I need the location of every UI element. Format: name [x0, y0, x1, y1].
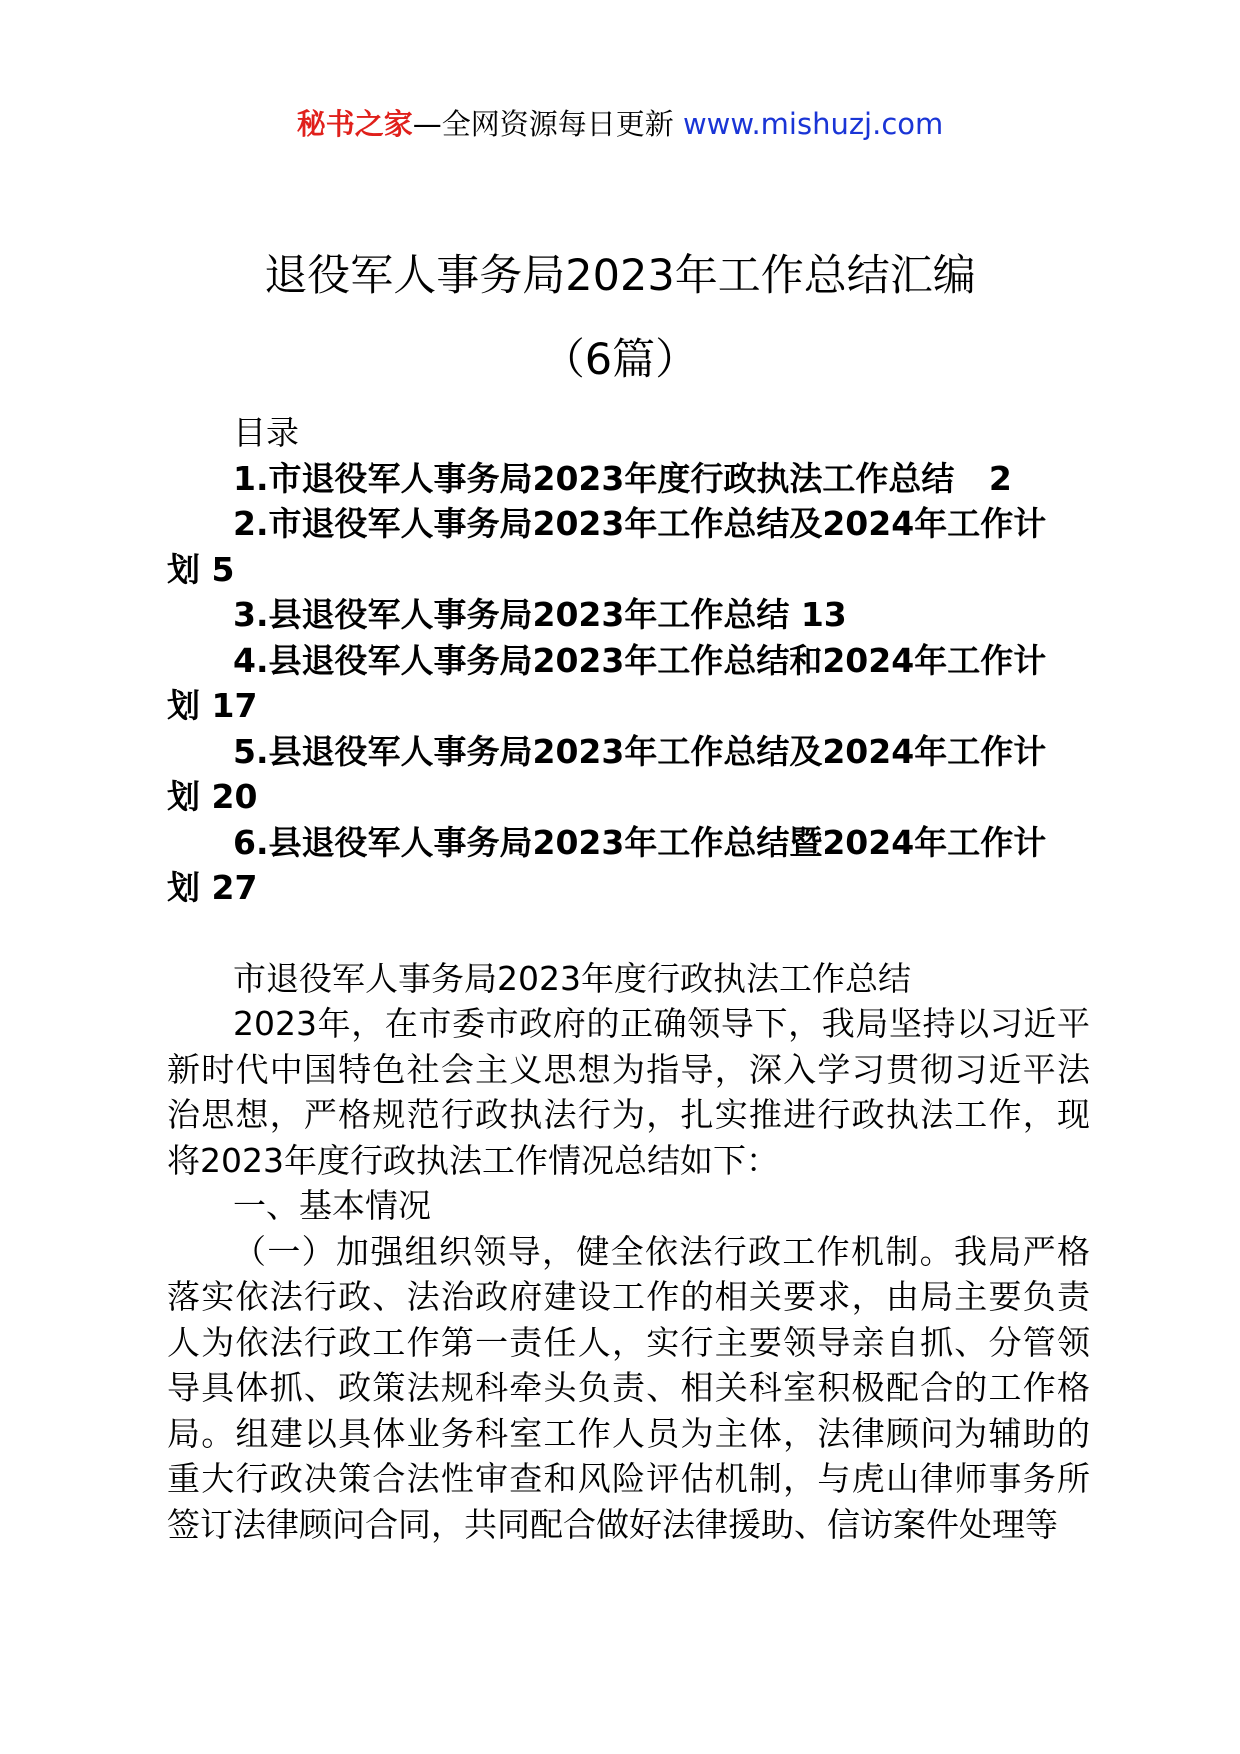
toc-item-page: 27 — [211, 868, 258, 907]
toc-item[interactable] — [167, 501, 1090, 592]
toc-item-label: 1.市退役军人事务局2023年度行政执法工作总结 — [233, 458, 955, 498]
body-paragraph: 2023年，在市委市政府的正确领导下，我局坚持以习近平新时代中国特色社会主义思想为指导，深入学习贯彻习近平法治思想，严格规范行政执法行为，扎实推进行政执法工作，现将2023年度行政执法工作情况总结如下： — [167, 1004, 1090, 1180]
site-url-link[interactable]: www.mishuzj.com — [682, 107, 944, 141]
toc-item[interactable] — [167, 592, 1090, 638]
toc-item-label: 3.县退役军人事务局2023年工作总结 — [233, 595, 790, 634]
toc-item-label: 4.县退役军人事务局2023年工作总结和2024年工作计划 — [167, 640, 1047, 725]
toc-item-page: 17 — [211, 686, 258, 725]
toc-item-page: 20 — [211, 777, 258, 816]
toc-item[interactable] — [167, 729, 1090, 820]
document-title: 退役军人事务局2023年工作总结汇编 — [264, 251, 976, 301]
toc-item-label: 6.县退役军人事务局2023年工作总结暨2024年工作计划 — [167, 822, 1047, 907]
toc-item-label: 5.县退役军人事务局2023年工作总结及2024年工作计划 — [167, 731, 1047, 816]
section-title: 市退役军人事务局2023年度行政执法工作总结 — [233, 958, 911, 998]
toc-item-label: 2.市退役军人事务局2023年工作总结及2024年工作计划 — [167, 504, 1047, 589]
site-header — [0, 104, 1240, 144]
document-subtitle: （6篇） — [541, 335, 699, 385]
toc-item-page: 13 — [800, 595, 847, 634]
toc-item[interactable] — [167, 638, 1090, 729]
body-paragraph: （一）加强组织领导，健全依法行政工作机制。我局严格落实依法行政、法治政府建设工作的相关要求，由局主要负责人为依法行政工作第一责任人，实行主要领导亲自抓、分管领导具体抓、政策法规科牵头负责、相关科室积极配合的工作格局。组建以具体业务科室工作人员为主体，法律顾问为辅助的重大行政决策合法性审查和风险评估机制，与虎山律师事务所签订法律顾问合同，共同配合做好法律援助、信访案件处理等 — [167, 1231, 1090, 1544]
document-body — [167, 410, 1090, 1547]
section-spacer — [167, 911, 1090, 956]
table-of-contents — [167, 456, 1090, 911]
site-brand: 秘书之家 — [296, 107, 413, 141]
toc-item[interactable] — [167, 456, 1090, 502]
site-slogan: —全网资源每日更新 — [412, 107, 674, 141]
toc-heading: 目录 — [233, 413, 299, 452]
toc-item-page: 2 — [988, 458, 1012, 498]
toc-item[interactable] — [167, 820, 1090, 911]
toc-item-page: 5 — [211, 549, 235, 589]
section-heading: 一、基本情况 — [233, 1186, 431, 1225]
